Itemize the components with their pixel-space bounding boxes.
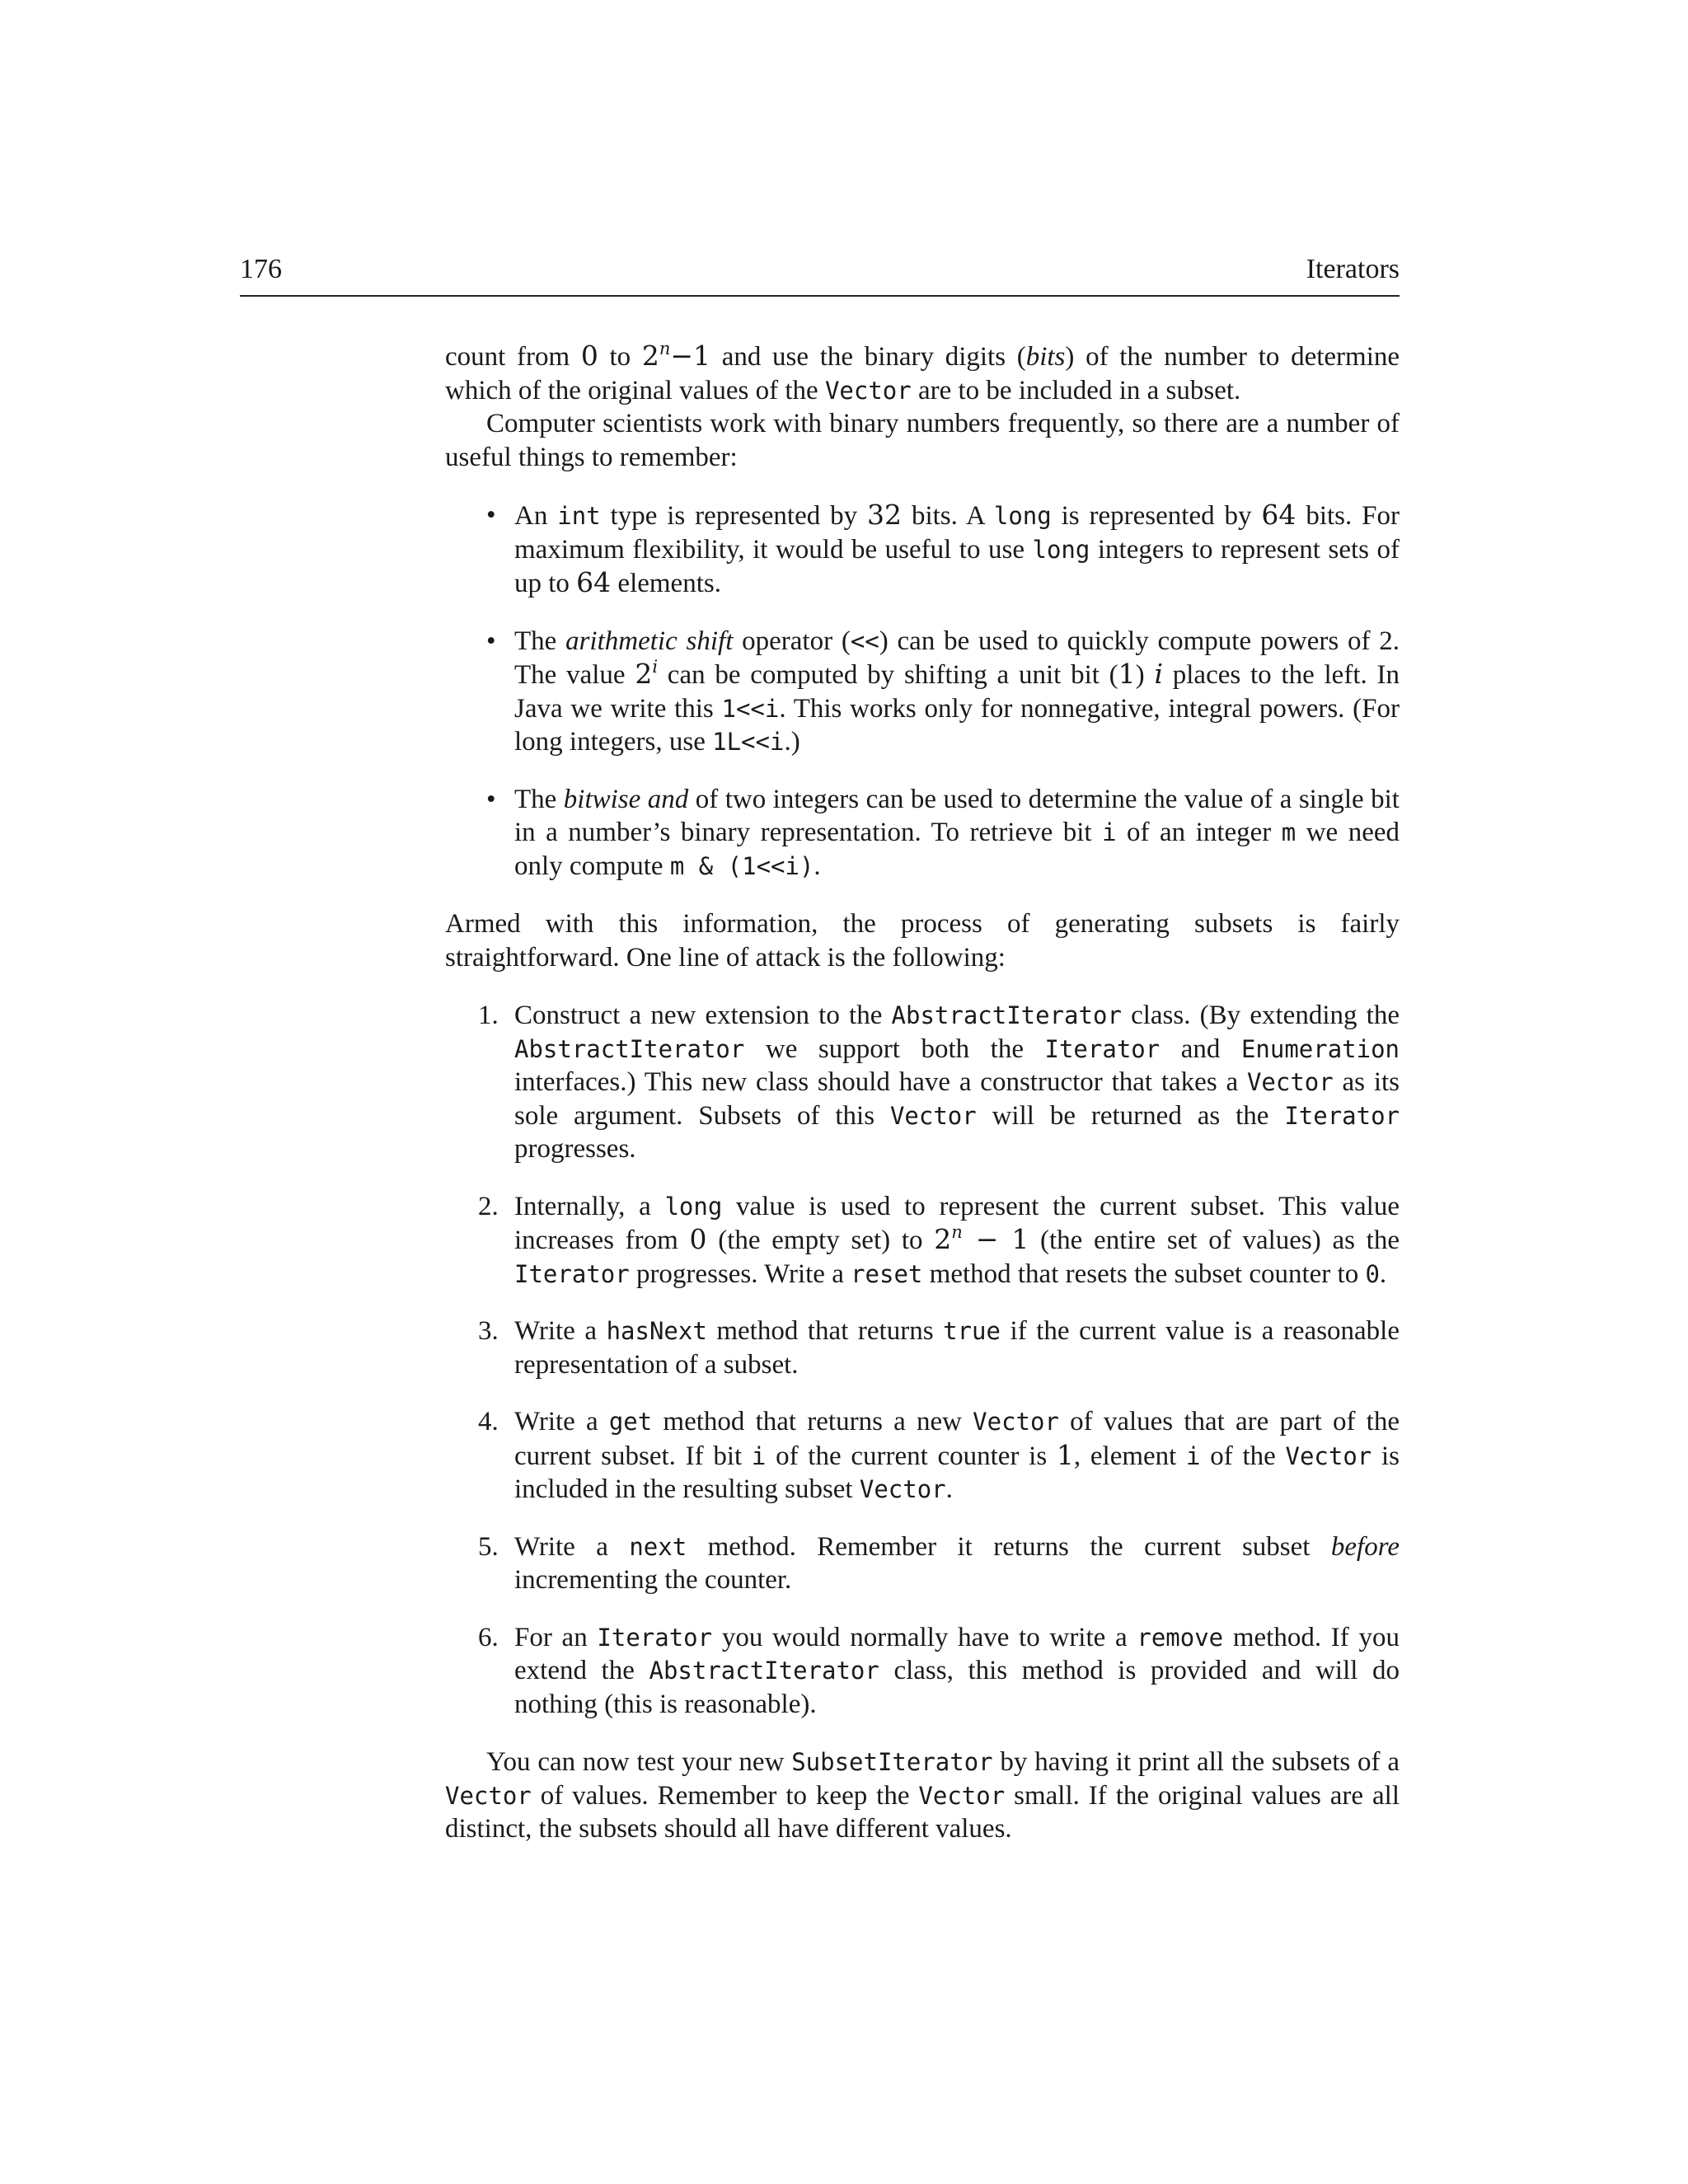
- code-has-next: hasNext: [606, 1317, 707, 1345]
- text-run: incrementing the counter.: [514, 1565, 792, 1595]
- step-item-6: [445, 1621, 1400, 1722]
- code-vector: Vector: [1285, 1441, 1372, 1470]
- math-zero: 0: [580, 340, 598, 372]
- page-number: 176: [240, 254, 282, 284]
- text-run: progresses.: [514, 1134, 636, 1164]
- text-run: method. If you extend the: [514, 1622, 1400, 1685]
- code-enumeration: Enumeration: [1240, 1034, 1400, 1063]
- code-abstract-iterator: AbstractIterator: [891, 1001, 1122, 1029]
- bullet-marker: •: [486, 626, 496, 656]
- text-run: bits. For maximum flexibility, it would be useful to use: [514, 501, 1400, 565]
- bullet-item-int-long: [445, 499, 1400, 601]
- text-run: we support both the: [744, 1033, 1045, 1064]
- step-item-4: [445, 1405, 1400, 1507]
- code-iterator: Iterator: [514, 1259, 630, 1288]
- text-run: The: [514, 626, 566, 656]
- code-next: next: [629, 1532, 687, 1561]
- text-run: Internally, a: [514, 1191, 665, 1221]
- text-run: .: [1379, 1258, 1387, 1289]
- code-iterator: Iterator: [1284, 1101, 1400, 1130]
- code-vector: Vector: [824, 376, 912, 405]
- code-int: int: [557, 502, 601, 530]
- text-run: operator (: [733, 626, 851, 656]
- text-run: type is represented by: [600, 501, 868, 531]
- math-minus-one: − 1: [962, 1223, 1029, 1255]
- code-vector: Vector: [973, 1408, 1059, 1436]
- text-run: if the current value is a reasonable representation of a subset.: [514, 1316, 1400, 1380]
- step-item-3: [445, 1315, 1400, 1381]
- math-one: 1: [1118, 658, 1136, 690]
- code-vector: Vector: [1246, 1068, 1334, 1096]
- code-vector: Vector: [918, 1781, 1006, 1810]
- math-base: 2: [934, 1223, 952, 1255]
- code-long-shift-expr: 1L<<i: [712, 728, 785, 756]
- emphasis-before: before: [1330, 1531, 1400, 1562]
- math-exponent: n: [951, 1222, 963, 1242]
- emphasis-arithmetic-shift: arithmetic shift: [565, 626, 734, 656]
- text-run: of an integer: [1116, 818, 1282, 847]
- code-vector: Vector: [859, 1475, 946, 1503]
- math-power: [934, 1223, 1029, 1255]
- text-run: are to be included in a subset.: [911, 375, 1241, 405]
- text-run: Write a: [514, 1531, 630, 1562]
- text-run: (the empty set) to: [706, 1226, 935, 1255]
- step-item-5: [445, 1530, 1400, 1597]
- text-run: elements.: [611, 569, 721, 598]
- text-run: You can now test your new: [486, 1747, 792, 1777]
- code-get: get: [608, 1408, 653, 1436]
- bullet-list: [445, 499, 1400, 883]
- code-long: long: [993, 502, 1052, 530]
- text-run: is represented by: [1051, 501, 1262, 531]
- text-run: method that returns a new: [652, 1407, 973, 1436]
- code-iterator: Iterator: [1044, 1034, 1160, 1063]
- text-run: interfaces.) This new class should have a constructor that takes a: [514, 1067, 1247, 1097]
- text-run: An: [514, 501, 558, 531]
- text-run: of values that are part of the current subset. If bit: [514, 1407, 1400, 1471]
- code-vector: Vector: [445, 1781, 532, 1810]
- step-number: 2.: [478, 1191, 499, 1221]
- bullet-marker: •: [486, 784, 496, 814]
- text-run: class, this method is provided and will do nothing (this is reasonable).: [514, 1656, 1400, 1719]
- text-run: (the entire set of values) as the: [1029, 1226, 1400, 1255]
- text-run: we need only compute: [514, 818, 1400, 881]
- text-run: small. If the original values are all distinct, the subsets should all have different values.: [445, 1780, 1400, 1844]
- text-run: of the current counter is: [766, 1441, 1057, 1471]
- math-32: 32: [867, 499, 903, 531]
- text-run: by having it print all the subsets of a: [992, 1747, 1400, 1777]
- text-run: method that resets the subset counter to: [922, 1258, 1366, 1289]
- text-run: For an: [514, 1622, 598, 1652]
- page-header: [240, 254, 1400, 297]
- body-text: [445, 340, 1400, 1846]
- emphasis-bits: bits: [1025, 342, 1066, 372]
- text-run: and: [1160, 1033, 1241, 1064]
- text-run: is included in the resulting subset: [514, 1441, 1400, 1504]
- step-item-2: [445, 1190, 1400, 1291]
- math-base: 2: [635, 658, 653, 690]
- text-run: The: [514, 784, 564, 814]
- text-run: bits. A: [902, 501, 994, 531]
- text-run: Construct a new extension to the: [514, 1001, 892, 1030]
- math-i: i: [1154, 658, 1163, 690]
- code-m: m: [1281, 818, 1296, 846]
- math-zero: 0: [689, 1223, 707, 1255]
- emphasis-bitwise-and: bitwise and: [563, 784, 689, 814]
- code-mask-expr: m & (1<<i): [669, 851, 814, 880]
- math-exponent: i: [652, 657, 659, 677]
- text-run: as its sole argument. Subsets of this: [514, 1067, 1400, 1131]
- intro-paragraph: [445, 340, 1400, 407]
- code-abstract-iterator: AbstractIterator: [649, 1657, 879, 1685]
- text-run: class. (By extending the: [1121, 1001, 1400, 1030]
- code-iterator: Iterator: [597, 1623, 713, 1652]
- code-abstract-iterator: AbstractIterator: [514, 1034, 745, 1063]
- text-run: ) of the number to determine which of the original values of the: [445, 342, 1400, 405]
- text-run: .: [814, 851, 821, 881]
- code-zero: 0: [1365, 1259, 1380, 1288]
- step-item-1: [445, 999, 1400, 1166]
- math-one: 1: [1056, 1438, 1074, 1471]
- text-run: and use the binary digits (: [710, 342, 1026, 372]
- math-power: [642, 340, 710, 372]
- step-number: 3.: [478, 1316, 499, 1346]
- code-i: i: [1102, 818, 1117, 846]
- closing-paragraph: [445, 1746, 1400, 1846]
- code-true: true: [943, 1317, 1001, 1345]
- bullet-item-shift: [445, 625, 1400, 759]
- step-number: 5.: [478, 1531, 499, 1562]
- text-run: .: [945, 1474, 953, 1504]
- math-power: [635, 658, 658, 690]
- text-run: method. Remember it returns the current subset: [687, 1531, 1331, 1562]
- step-number: 6.: [478, 1622, 499, 1652]
- text-run: progresses. Write a: [629, 1258, 851, 1289]
- running-head: Iterators: [1306, 254, 1400, 284]
- math-minus-one: −1: [670, 340, 711, 372]
- text-run: .): [784, 727, 800, 757]
- text-run: Write a: [514, 1316, 607, 1346]
- code-remove: remove: [1137, 1623, 1224, 1652]
- text-run: integers to represent sets of up to: [514, 534, 1400, 598]
- code-shift-operator: <<: [850, 626, 879, 655]
- code-reset: reset: [851, 1259, 923, 1288]
- text-run: of the: [1200, 1441, 1286, 1471]
- step-list: [445, 999, 1400, 1721]
- text-run: of values. Remember to keep the: [531, 1780, 919, 1811]
- text-run: of two integers can be used to determine the value of a single bit in a number’s binary representation. To retrieve bit: [514, 784, 1400, 847]
- text-run: count from: [445, 342, 581, 372]
- armed-paragraph: Armed with this information, the process of generating subsets is fairly straightforward. One line of attack is the following:: [445, 909, 1400, 972]
- code-long: long: [1032, 535, 1090, 564]
- math-exponent: n: [659, 339, 671, 359]
- bullet-marker: •: [486, 500, 496, 530]
- math-64: 64: [1261, 499, 1296, 531]
- text-run: ) can be used to quickly compute powers of 2. The value: [514, 626, 1400, 690]
- text-run: . This works only for nonnegative, integral powers. (For long integers, use: [514, 693, 1400, 757]
- text-run: will be returned as the: [976, 1100, 1285, 1131]
- math-64: 64: [576, 566, 612, 598]
- code-long: long: [664, 1192, 723, 1221]
- text-run: , element: [1073, 1441, 1187, 1471]
- text-run: method that returns: [706, 1316, 944, 1346]
- step-number: 1.: [478, 1001, 499, 1030]
- bullet-item-bitwise-and: [445, 783, 1400, 883]
- text-run: places to the left. In Java we write this: [514, 660, 1400, 724]
- text-run: Write a: [514, 1407, 609, 1436]
- intro-paragraph-2: Computer scientists work with binary numbers frequently, so there are a number of useful things to remember:: [445, 409, 1400, 472]
- text-run: to: [598, 342, 642, 372]
- code-shift-expr: 1<<i: [721, 694, 780, 723]
- step-number: 4.: [478, 1407, 499, 1436]
- code-vector: Vector: [889, 1101, 977, 1130]
- code-subset-iterator: SubsetIterator: [791, 1748, 993, 1776]
- math-base: 2: [641, 340, 659, 372]
- text-run: can be computed by shifting a unit bit (: [658, 660, 1118, 690]
- code-i: i: [1186, 1441, 1201, 1470]
- text-run: you would normally have to write a: [712, 1622, 1137, 1652]
- text-run: ): [1135, 660, 1155, 690]
- code-i: i: [751, 1441, 767, 1470]
- text-run: value is used to represent the current subset. This value increases from: [514, 1191, 1400, 1255]
